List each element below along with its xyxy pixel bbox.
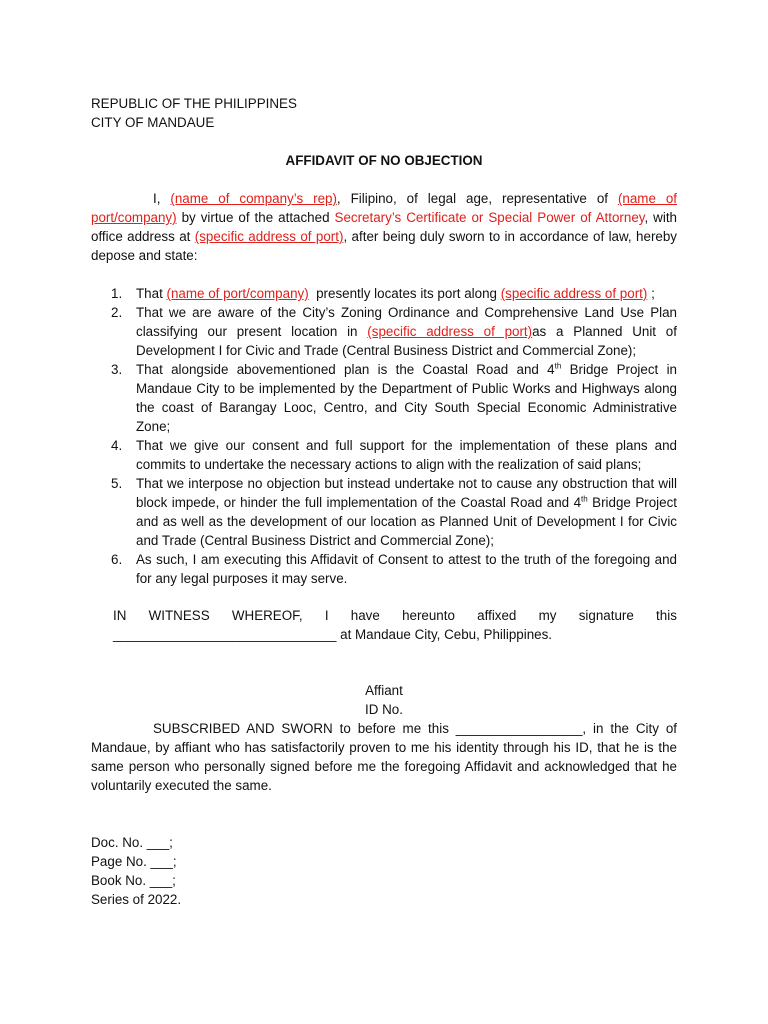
intro-text: by virtue of the attached (176, 210, 335, 225)
list-item (111, 436, 677, 474)
port-address-placeholder: (specific address of port) (500, 286, 648, 301)
item-number: 4. (111, 438, 123, 453)
witness-paragraph (113, 606, 677, 644)
statement-list (111, 284, 677, 588)
witness-word: WHEREOF, (231, 608, 303, 623)
intro-text: , after being duly sworn to in accordance of law, hereby depose and state: (91, 229, 677, 263)
page-no: Page No. ___; (91, 854, 177, 869)
witness-word: this (656, 608, 677, 623)
item-text: That (136, 286, 167, 301)
item-text: That we interpose no objection but instead undertake not to cause any obstruction that will block impede, or hinder the full implementation of the Coastal Road and 4 (136, 476, 677, 510)
list-item (111, 360, 677, 436)
item-text: Bridge Project in Mandaue City to be implemented by the Department of Public Works and Highways along the coast of Barangay Looc, Centro, and City South Special Economic Administrative Zone; (136, 362, 677, 434)
city-heading: CITY OF MANDAUE (91, 115, 215, 130)
witness-line-1 (113, 606, 677, 625)
company-name-placeholder: (name of port/company) (166, 286, 309, 301)
intro-text: , Filipino, of legal age, representative of (336, 191, 618, 206)
witness-word: affixed (477, 608, 517, 623)
document-title: AFFIDAVIT OF NO OBJECTION (285, 153, 483, 168)
witness-word: signature (578, 608, 634, 623)
notarial-details (91, 833, 181, 909)
witness-date-line: ______________________________ at Mandaue City, Cebu, Philippines. (113, 627, 553, 642)
item-text: Bridge Project and as well as the development of our location as Planned Unit of Development I for Civic and Trade (Central Business District and Commercial Zone); (136, 495, 677, 548)
item-number: 5. (111, 476, 123, 491)
list-item (111, 550, 677, 588)
item-text: That alongside abovementioned plan is the Coastal Road and 4 (136, 362, 555, 377)
witness-word: I (324, 608, 329, 623)
company-name-placeholder: (name of port/company) (91, 191, 678, 225)
item-number: 2. (111, 305, 123, 320)
document-header (91, 94, 677, 132)
item-number: 3. (111, 362, 123, 377)
id-no-label: ID No. (365, 702, 403, 717)
rep-name-placeholder: (name of company’s rep) (170, 191, 337, 206)
intro-text: , with office address at (91, 210, 677, 244)
intro-text: I, (153, 191, 171, 206)
witness-word: WITNESS (148, 608, 210, 623)
list-item (111, 303, 677, 360)
list-item (111, 474, 677, 550)
affiant-label: Affiant (365, 683, 403, 698)
witness-word: my (538, 608, 557, 623)
item-text: That we are aware of the City’s Zoning Ordinance and Comprehensive Land Use Plan classifying our present location in (136, 305, 677, 339)
certificate-placeholder: Secretary’s Certificate or Special Power of Attorney (334, 210, 645, 225)
ordinal-suffix: th (581, 494, 588, 504)
book-no: Book No. ___; (91, 873, 176, 888)
subscribed-paragraph: SUBSCRIBED AND SWORN to before me this _________________, in the City of Mandaue, by affiant who has satisfactorily proven to me his identity through his ID, that he is the same person who personally signed before me the foregoing Affidavit and acknowledged that he voluntarily executed the same. (91, 721, 677, 793)
item-number: 6. (111, 552, 123, 567)
republic-heading: REPUBLIC OF THE PHILIPPINES (91, 96, 297, 111)
series-year: Series of 2022. (91, 892, 182, 907)
intro-paragraph (91, 189, 677, 265)
item-text: ; (647, 286, 655, 301)
witness-word: have (350, 608, 380, 623)
item-text: presently locates its port along (308, 286, 501, 301)
doc-no: Doc. No. ___; (91, 835, 173, 850)
port-address-placeholder: (specific address of port) (194, 229, 344, 244)
ordinal-suffix: th (554, 361, 562, 371)
item-text: That we give our consent and full support for the implementation of these plans and commits to undertake the necessary actions to align with the realization of said plans; (136, 438, 677, 472)
item-text: as a Planned Unit of Development I for Civic and Trade (Central Business District and Commercial Zone); (136, 324, 677, 358)
item-text: As such, I am executing this Affidavit of Consent to attest to the truth of the foregoing and for any legal purposes it may serve. (136, 552, 677, 586)
port-address-placeholder: (specific address of port) (367, 324, 533, 339)
witness-word: IN (113, 608, 127, 623)
item-number: 1. (111, 286, 123, 301)
witness-word: hereunto (402, 608, 455, 623)
list-item (111, 284, 677, 303)
